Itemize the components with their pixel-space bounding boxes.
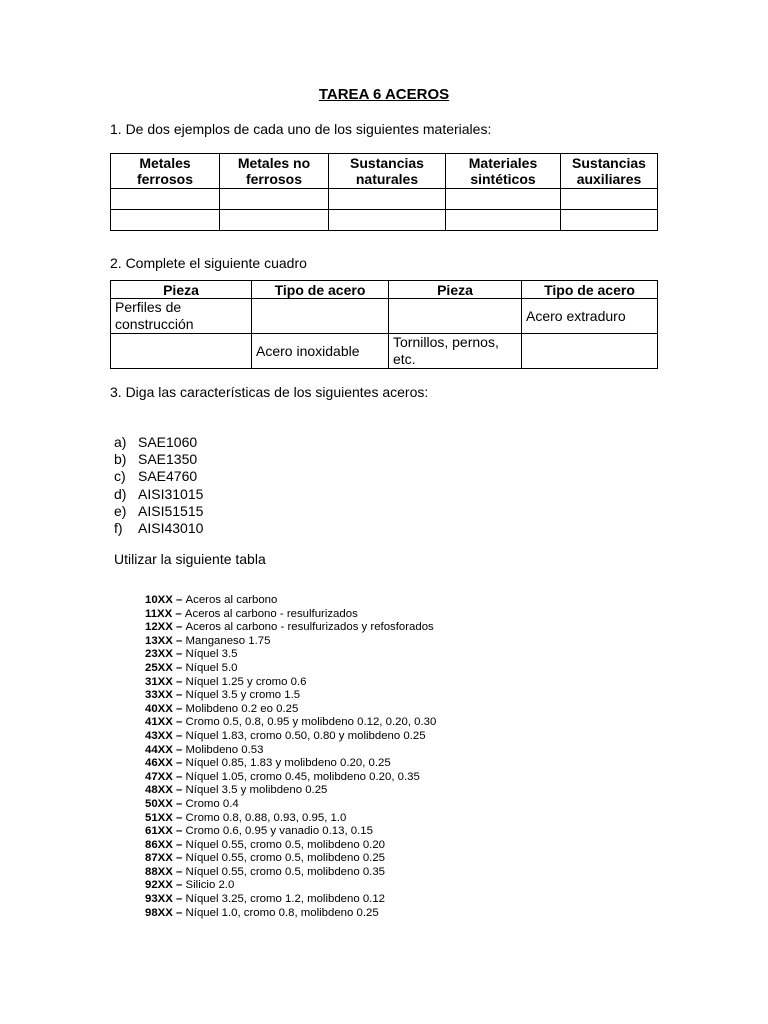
table-header-row (111, 281, 658, 299)
steel-row (145, 784, 436, 798)
steel-code: 51XX (145, 811, 173, 824)
steel-row (145, 730, 436, 744)
steel-separator: – (172, 865, 186, 878)
list-item: b) SAE1350 (114, 451, 198, 468)
steel-separator: – (172, 621, 186, 634)
steel-code: 88XX (145, 865, 173, 878)
steel-code: 13XX (145, 634, 173, 647)
steel-description: Níquel 1.0, cromo 0.8, molibdeno 0.25 (185, 906, 379, 919)
table-cell (111, 210, 220, 231)
steel-row (145, 893, 436, 907)
table-cell: Tornillos, pernos, etc. (389, 334, 522, 369)
table-header-cell: Materiales sintéticos (446, 154, 561, 189)
steel-separator: – (172, 689, 186, 702)
steel-separator: – (172, 906, 186, 919)
table-header-cell: Metales ferrosos (111, 154, 220, 189)
table-header-cell: Pieza (389, 281, 522, 299)
steel-code: 10XX (145, 594, 173, 606)
table-cell: Acero extraduro (522, 299, 658, 334)
steel-separator: – (172, 716, 186, 729)
table-cell (220, 210, 329, 231)
steel-separator: – (172, 797, 186, 810)
steel-parts-table (110, 280, 658, 369)
steel-row (145, 879, 436, 893)
steel-separator: – (172, 838, 186, 851)
steel-description: Níquel 3.5 y molibdeno 0.25 (185, 784, 328, 797)
steel-row (145, 635, 436, 649)
steel-row (145, 744, 436, 758)
table-cell (111, 334, 252, 369)
steel-description: Níquel 0.55, cromo 0.5, molibdeno 0.25 (185, 852, 386, 865)
table-header-cell: Pieza (111, 281, 252, 299)
list-item: e) AISI51515 (114, 502, 204, 519)
steel-description: Níquel 0.85, 1.83 y molibdeno 0.20, 0.25 (185, 757, 391, 770)
steel-row (145, 594, 436, 608)
steel-code: 43XX (145, 729, 173, 742)
question-1: 1. De dos ejemplos de cada uno de los siguientes materiales: (110, 121, 492, 137)
table-row (111, 210, 658, 231)
steel-row (145, 771, 436, 785)
steel-separator: – (172, 770, 186, 783)
steel-row (145, 621, 436, 635)
steel-row (145, 852, 436, 866)
steel-description: Níquel 1.83, cromo 0.50, 0.80 y molibdeno 0.25 (185, 729, 426, 742)
steel-separator: – (172, 729, 186, 742)
table-header-cell: Sustancias naturales (329, 154, 446, 189)
steel-separator: – (172, 757, 186, 770)
steel-description: Níquel 0.55, cromo 0.5, molibdeno 0.35 (185, 865, 386, 878)
steel-separator: – (172, 825, 186, 838)
steel-code: 61XX (145, 825, 173, 838)
steel-description: Aceros al carbono (185, 594, 278, 606)
table-cell (329, 210, 446, 231)
steel-separator: – (172, 607, 185, 620)
steel-code: 86XX (145, 838, 173, 851)
steel-row (145, 812, 436, 826)
steel-separator: – (172, 675, 186, 688)
table-cell (561, 210, 658, 231)
steel-row (145, 608, 436, 622)
table-cell (329, 189, 446, 210)
steel-code: 48XX (145, 784, 173, 797)
steel-row (145, 839, 436, 853)
table-cell (446, 210, 561, 231)
steel-row (145, 907, 436, 921)
table-row (111, 189, 658, 210)
steel-code: 33XX (145, 689, 173, 702)
steel-code: 92XX (145, 879, 173, 892)
steel-list (114, 434, 203, 537)
steel-description: Aceros al carbono - resulfurizados y refosforados (185, 621, 434, 634)
page-title: TAREA 6 ACEROS (318, 86, 450, 103)
question-3: 3. Diga las características de los siguientes aceros: (110, 384, 429, 400)
steel-description: Aceros al carbono - resulfurizados (184, 607, 358, 620)
steel-separator: – (172, 634, 186, 647)
steel-description: Níquel 3.5 y cromo 1.5 (185, 689, 301, 702)
steel-separator: – (172, 743, 186, 756)
table-cell: Acero inoxidable (252, 334, 389, 369)
steel-row (145, 689, 436, 703)
steel-separator: – (172, 594, 186, 606)
table-cell (561, 189, 658, 210)
table-cell (446, 189, 561, 210)
table-cell (522, 334, 658, 369)
steel-code: 46XX (145, 757, 173, 770)
steel-description: Níquel 3.25, cromo 1.2, molibdeno 0.12 (185, 893, 386, 906)
table-header-cell: Tipo de acero (252, 281, 389, 299)
list-item: c) SAE4760 (114, 468, 198, 485)
steel-code: 23XX (145, 648, 173, 661)
steel-classification-list (145, 594, 436, 920)
steel-separator: – (172, 852, 186, 865)
steel-description: Manganeso 1.75 (185, 634, 271, 647)
steel-description: Molibdeno 0.2 eo 0.25 (185, 702, 299, 715)
list-item: d) AISI31015 (114, 485, 204, 502)
steel-row (145, 648, 436, 662)
steel-separator: – (172, 702, 186, 715)
steel-code: 93XX (145, 893, 173, 906)
steel-description: Níquel 0.55, cromo 0.5, molibdeno 0.20 (185, 838, 386, 851)
steel-description: Cromo 0.4 (185, 797, 239, 810)
steel-description: Cromo 0.6, 0.95 y vanadio 0.13, 0.15 (185, 825, 373, 838)
table-cell (252, 299, 389, 334)
steel-row (145, 703, 436, 717)
table-cell (389, 299, 522, 334)
steel-separator: – (172, 784, 186, 797)
list-item: a) SAE1060 (114, 434, 198, 450)
steel-separator: – (172, 893, 186, 906)
table-header-row (111, 154, 658, 189)
steel-description: Níquel 3.5 (185, 648, 238, 661)
table-cell: Perfiles de construcción (111, 299, 252, 334)
table-row (111, 334, 658, 369)
list-item: f) AISI43010 (114, 520, 204, 537)
steel-row (145, 662, 436, 676)
steel-separator: – (172, 811, 186, 824)
table-cell (220, 189, 329, 210)
table-header-cell: Tipo de acero (522, 281, 658, 299)
steel-code: 12XX (145, 621, 173, 634)
table-header-cell: Metales no ferrosos (220, 154, 329, 189)
steel-description: Níquel 1.25 y cromo 0.6 (185, 675, 307, 688)
steel-code: 47XX (145, 770, 173, 783)
steel-row (145, 716, 436, 730)
question-2: 2. Complete el siguiente cuadro (110, 255, 307, 271)
table-cell (111, 189, 220, 210)
steel-code: 44XX (145, 743, 173, 756)
steel-code: 11XX (145, 607, 173, 620)
steel-code: 98XX (145, 906, 173, 919)
steel-code: 50XX (145, 797, 173, 810)
steel-separator: – (172, 879, 186, 892)
steel-description: Silicio 2.0 (185, 879, 235, 892)
steel-row (145, 866, 436, 880)
steel-code: 25XX (145, 661, 173, 674)
steel-separator: – (172, 661, 186, 674)
steel-row (145, 798, 436, 812)
steel-description: Cromo 0.5, 0.8, 0.95 y molibdeno 0.12, 0.20, 0.30 (185, 716, 437, 729)
steel-separator: – (172, 648, 186, 661)
steel-row (145, 757, 436, 771)
materials-table (110, 153, 658, 231)
table-header-cell: Sustancias auxiliares (561, 154, 658, 189)
steel-description: Níquel 5.0 (185, 661, 238, 674)
steel-code: 31XX (145, 675, 173, 688)
steel-code: 41XX (145, 716, 173, 729)
steel-code: 87XX (145, 852, 173, 865)
steel-row (145, 676, 436, 690)
steel-code: 40XX (145, 702, 173, 715)
steel-description: Cromo 0.8, 0.88, 0.93, 0.95, 1.0 (185, 811, 347, 824)
steel-description: Molibdeno 0.53 (185, 743, 264, 756)
table-row (111, 299, 658, 334)
steel-description: Níquel 1.05, cromo 0.45, molibdeno 0.20, 0.35 (185, 770, 420, 783)
instruction-note: Utilizar la siguiente tabla (114, 551, 266, 567)
steel-row (145, 825, 436, 839)
